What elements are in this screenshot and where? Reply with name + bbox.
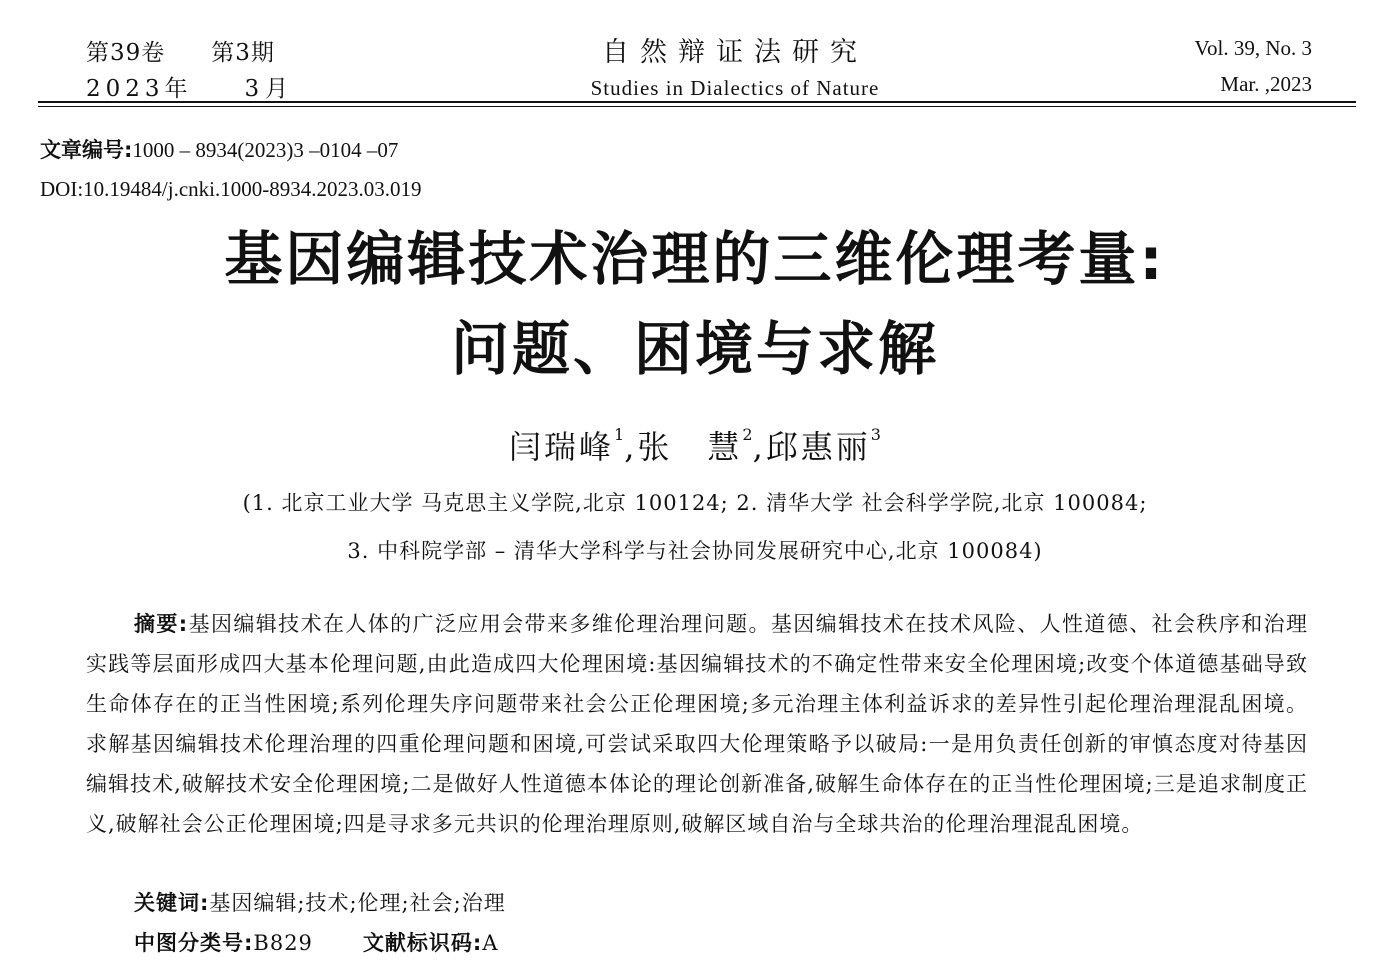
doi: DOI:10.19484/j.cnki.1000-8934.2023.03.019 <box>40 177 422 201</box>
affiliation-line2: 3. 中科院学部 – 清华大学科学与社会协同发展研究中心,北京 100084) <box>347 539 1043 563</box>
month-cn: 3月 <box>244 76 295 102</box>
affiliation-line1: (1. 北京工业大学 马克思主义学院,北京 100124; 2. 清华大学 社会科学学院,北京 100084; <box>242 491 1148 515</box>
classification <box>134 927 499 957</box>
journal-title-cn: 自然辩证法研究 <box>602 37 868 68</box>
article-number <box>40 134 398 164</box>
volume-cn: 第39卷 <box>86 40 166 66</box>
volume-issue-en: Vol. 39, No. 3 <box>1194 36 1312 60</box>
abstract <box>86 604 1308 844</box>
issue-cn: 第3期 <box>211 40 275 66</box>
author-3: 邱惠丽 <box>765 428 871 466</box>
header-rule-thick <box>38 101 1356 103</box>
keywords-text: 基因编辑;技术;伦理;社会;治理 <box>209 891 506 915</box>
abstract-text: 基因编辑技术在人体的广泛应用会带来多维伦理治理问题。基因编辑技术在技术风险、人性道德、社会秩序和治理实践等层面形成四大基本伦理问题,由此造成四大伦理困境:基因编辑技术的不确定性带来安全伦理困境;改变个体道德基础导致生命体存在的正当性困境;系列伦理失序问题带来社会公正伦理困境;多元治理主体利益诉求的差异性引起伦理治理混乱困境。求解基因编辑技术伦理治理的四重伦理问题和困境,可尝试采取四大伦理策略予以破局:一是用负责任创新的审慎态度对待基因编辑技术,破解技术安全伦理困境;二是做好人性道德本体论的理论创新准备,破解生命体存在的正当性伦理困境;三是追求制度正义,破解社会公正伦理困境;四是寻求多元共识的伦理治理原则,破解区域自治与全球共治的伦理治理混乱困境。 <box>86 612 1309 836</box>
keywords-label: 关键词: <box>134 891 210 915</box>
author-1: 闫瑞峰 <box>509 428 615 466</box>
article-number-value: 1000 – 8934(2023)3 –0104 –07 <box>132 138 399 162</box>
author-sep: , <box>624 428 638 466</box>
clc-value: B829 <box>253 931 313 955</box>
journal-title-en: Studies in Dialectics of Nature <box>590 76 880 100</box>
author-sep: , <box>752 428 766 466</box>
paper-title-line2: 问题、困境与求解 <box>450 315 939 383</box>
doc-code-value: A <box>482 931 499 955</box>
author-2: 张 慧 <box>637 428 743 466</box>
author-1-affil: 1 <box>614 425 625 445</box>
paper-title-line1: 基因编辑技术治理的三维伦理考量: <box>224 225 1166 293</box>
clc-label: 中图分类号: <box>134 931 254 955</box>
article-number-label: 文章编号: <box>40 138 133 162</box>
date-en: Mar. ,2023 <box>1220 72 1312 96</box>
year-cn: 2023年 <box>86 76 193 102</box>
author-3-affil: 3 <box>870 425 881 445</box>
author-list <box>0 422 1390 468</box>
keywords <box>134 887 506 917</box>
doc-code-label: 文献标识码: <box>362 931 483 955</box>
author-2-affil: 2 <box>742 425 753 445</box>
header-rule-thin <box>38 106 1356 107</box>
abstract-label: 摘要: <box>134 612 189 636</box>
